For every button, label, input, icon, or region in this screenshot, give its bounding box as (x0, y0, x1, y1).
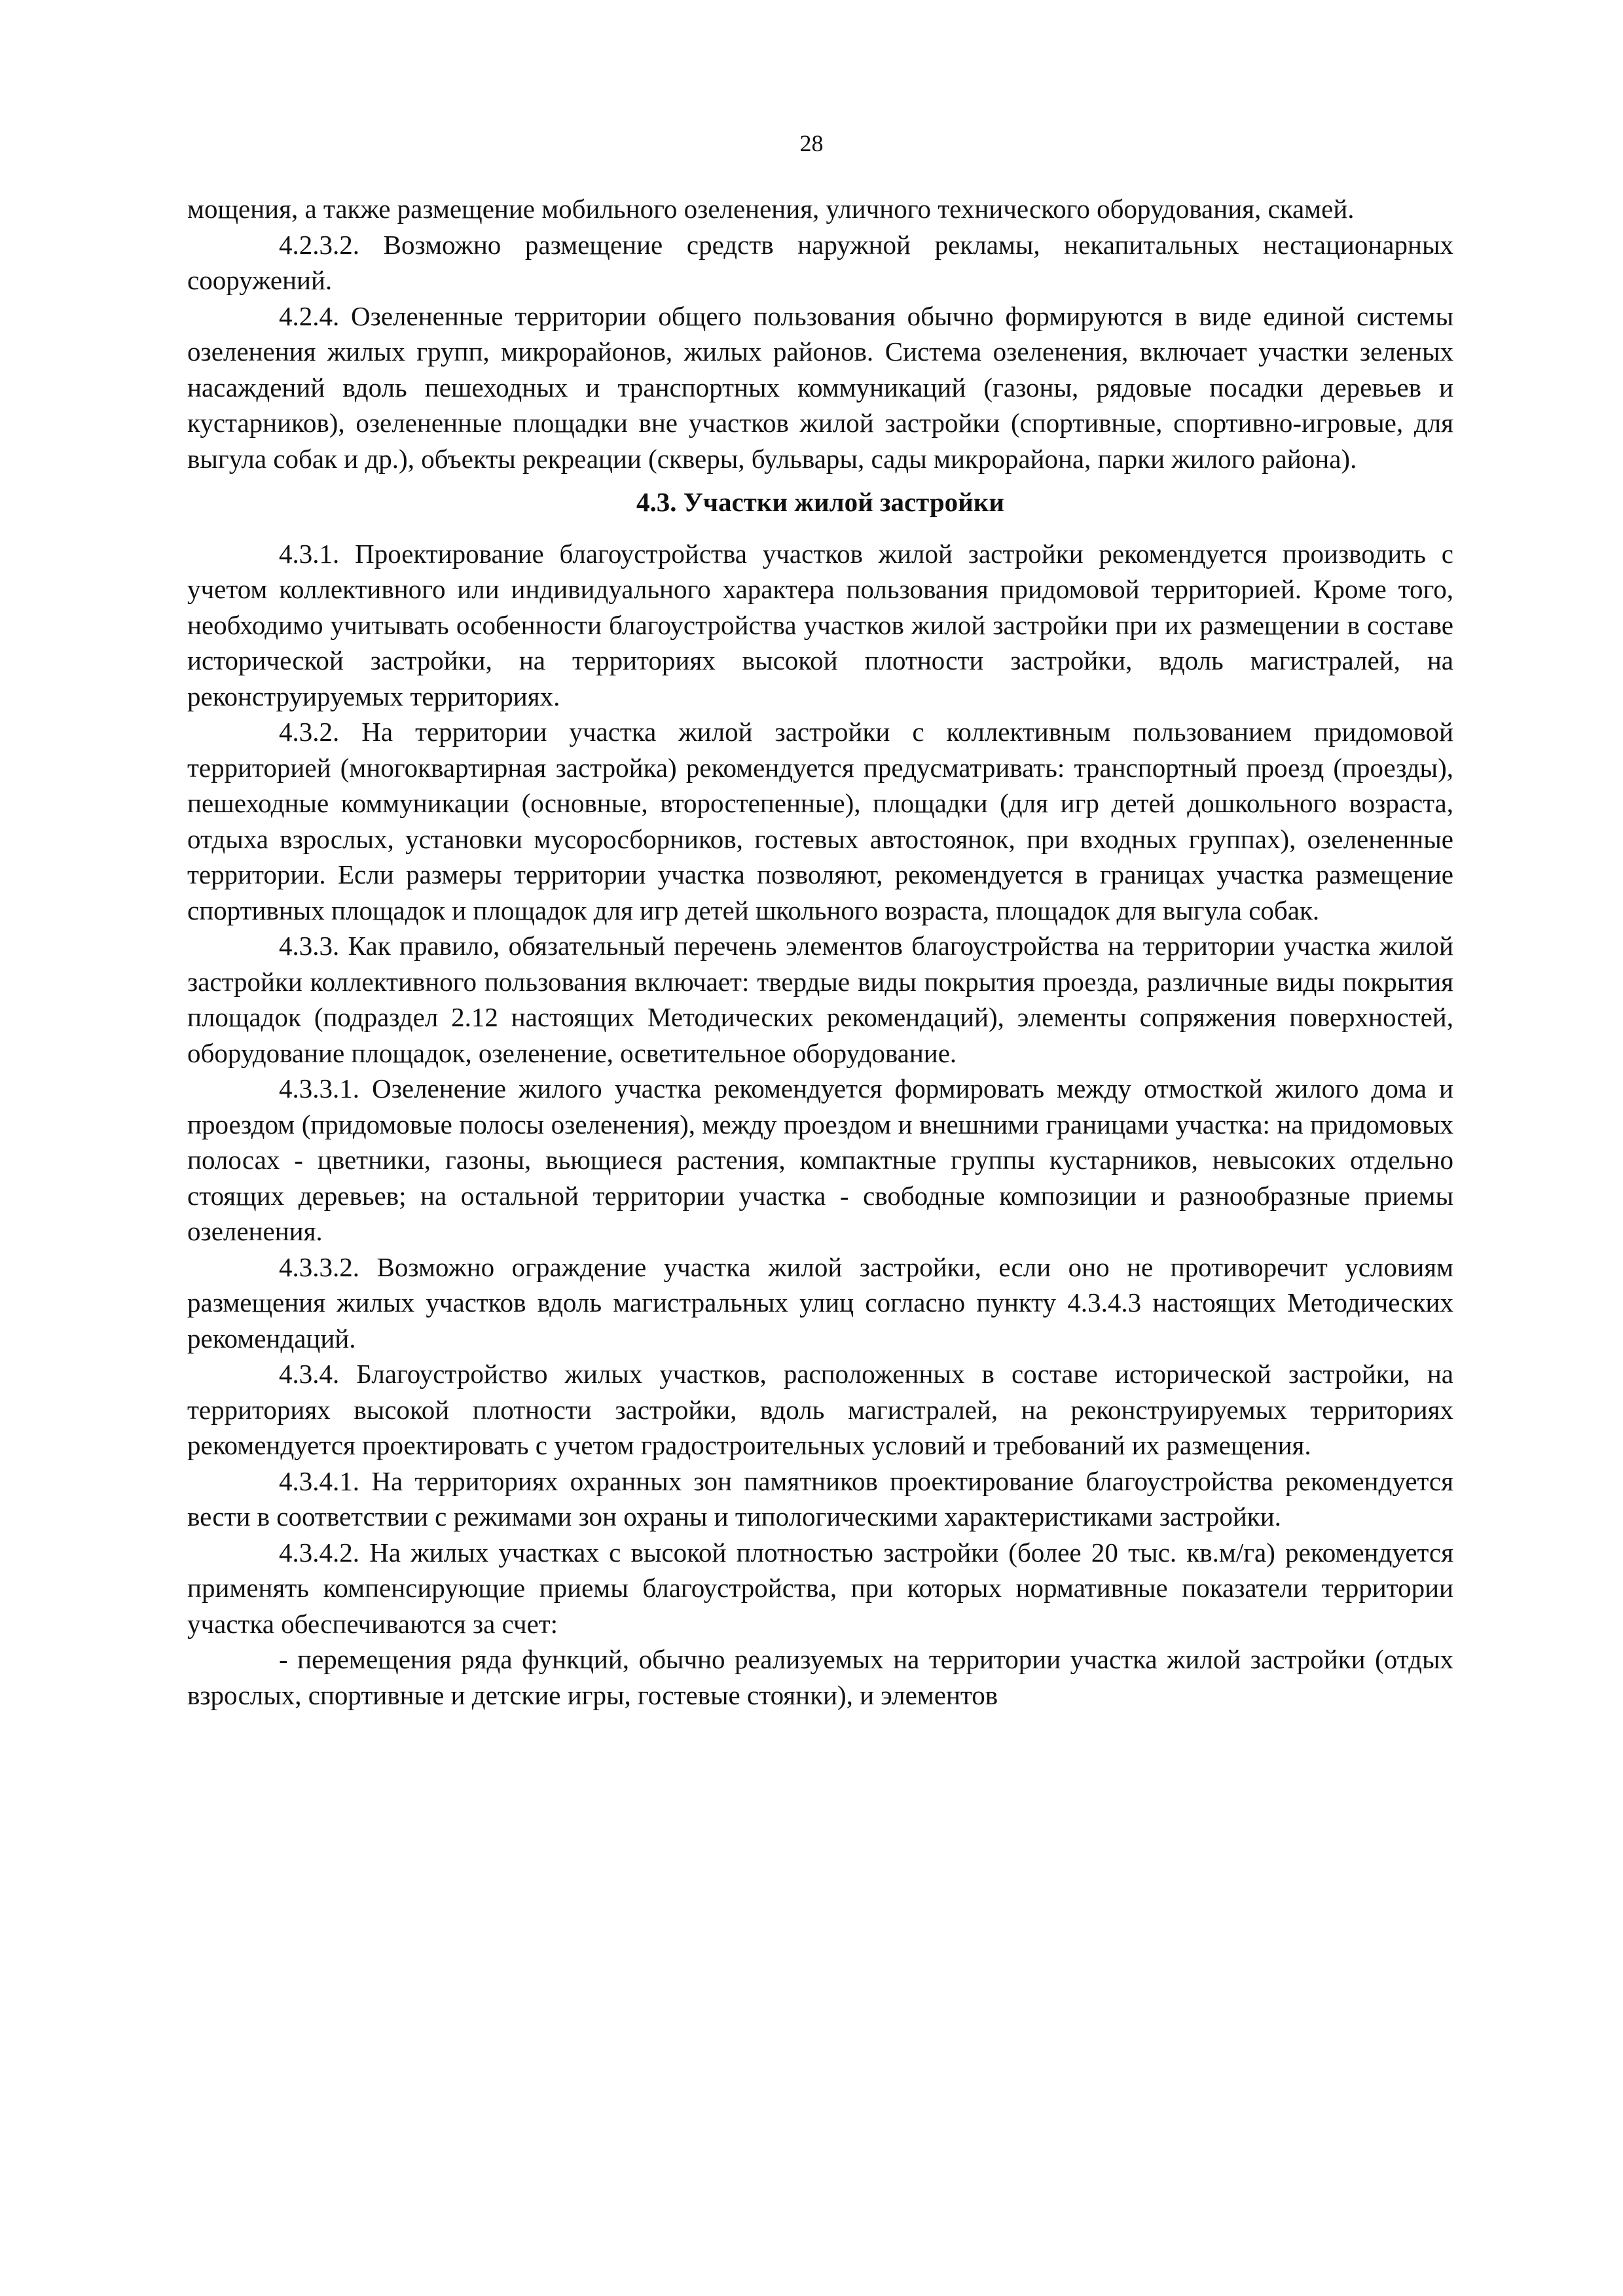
paragraph-4-3-3-1: 4.3.3.1. Озеленение жилого участка рекомендуется формировать между отмосткой жилого дома и проездом (придомовые полосы озеленения), между проездом и внешними границами участка: на придомовых полосах - цветники, газоны, вьющиеся растения, компактные группы кустарников, невысоких отдельно стоящих деревьев; на остальной территории участка - свободные композиции и разнообразные приемы озеленения. (187, 1073, 1453, 1246)
paragraph-4-2-3-2: 4.2.3.2. Возможно размещение средств наружной рекламы, некапитальных нестационарных сооружений. (187, 229, 1453, 295)
paragraph-4-2-4: 4.2.4. Озелененные территории общего пользования обычно формируются в виде единой системы озеленения жилых групп, микрорайонов, жилых районов. Система озеленения, включает участки зеленых насаждений вдоль пешеходных и транспортных коммуникаций (газоны, рядовые посадки деревьев и кустарников), озелененные площадки вне участков жилой застройки (спортивные, спортивно-игровые, для выгула собак и др.), объекты рекреации (скверы, бульвары, сады микрорайона, парки жилого района). (187, 300, 1453, 474)
list-item-relocation: - перемещения ряда функций, обычно реализуемых на территории участка жилой застройки (отдых взрослых, спортивные и детские игры, гостевые стоянки), и элементов (187, 1644, 1453, 1710)
page-number: 28 (799, 130, 824, 156)
paragraph-4-3-4-2: 4.3.4.2. На жилых участках с высокой плотностью застройки (более 20 тыс. кв.м/га) рекомендуется применять компенсирующие приемы благоустройства, при которых нормативные показатели территории участка обеспечиваются за счет: (187, 1537, 1453, 1639)
document-body (187, 191, 1453, 1713)
paragraph-4-3-1: 4.3.1. Проектирование благоустройства участков жилой застройки рекомендуется производить с учетом коллективного или индивидуального характера пользования придомовой территорией. Кроме того, необходимо учитывать особенности благоустройства участков жилой застройки при их размещении в составе исторической застройки, на территориях высокой плотности застройки, вдоль магистралей, на реконструируемых территориях. (187, 538, 1453, 711)
paragraph-4-3-3: 4.3.3. Как правило, обязательный перечень элементов благоустройства на территории участка жилой застройки коллективного пользования включает: твердые виды покрытия проезда, различные виды покрытия площадок (подраздел 2.12 настоящих Методических рекомендаций), элементы сопряжения поверхностей, оборудование площадок, озеленение, осветительное оборудование. (187, 931, 1453, 1068)
paragraph-4-3-3-2: 4.3.3.2. Возможно ограждение участка жилой застройки, если оно не противоречит условиям размещения жилых участков вдоль магистральных улиц согласно пункту 4.3.4.3 настоящих Методических рекомендаций. (187, 1251, 1453, 1354)
paragraph-4-3-2: 4.3.2. На территории участка жилой застройки с коллективным пользованием придомовой территорией (многоквартирная застройка) рекомендуется предусматривать: транспортный проезд (проезды), пешеходные коммуникации (основные, второстепенные), площадки (для игр детей дошкольного возраста, отдыха взрослых, установки мусоросборников, гостевых автостоянок, при входных группах), озелененные территории. Если размеры территории участка позволяют, рекомендуется в границах участка размещение спортивных площадок и площадок для игр детей школьного возраста, площадок для выгула собак. (187, 717, 1453, 925)
paragraph-4-3-4-1: 4.3.4.1. На территориях охранных зон памятников проектирование благоустройства рекомендуется вести в соответствии с режимами зон охраны и типологическими характеристиками застройки. (187, 1465, 1453, 1532)
section-heading-4-3: 4.3. Участки жилой застройки (636, 487, 1004, 517)
paragraph-continuation: мощения, а также размещение мобильного озеленения, уличного технического оборудования, скамей. (187, 194, 1355, 224)
paragraph-4-3-4: 4.3.4. Благоустройство жилых участков, расположенных в составе исторической застройки, на территориях высокой плотности застройки, вдоль магистралей, на реконструируемых территориях рекомендуется проектировать с учетом градостроительных условий и требований их размещения. (187, 1359, 1453, 1460)
